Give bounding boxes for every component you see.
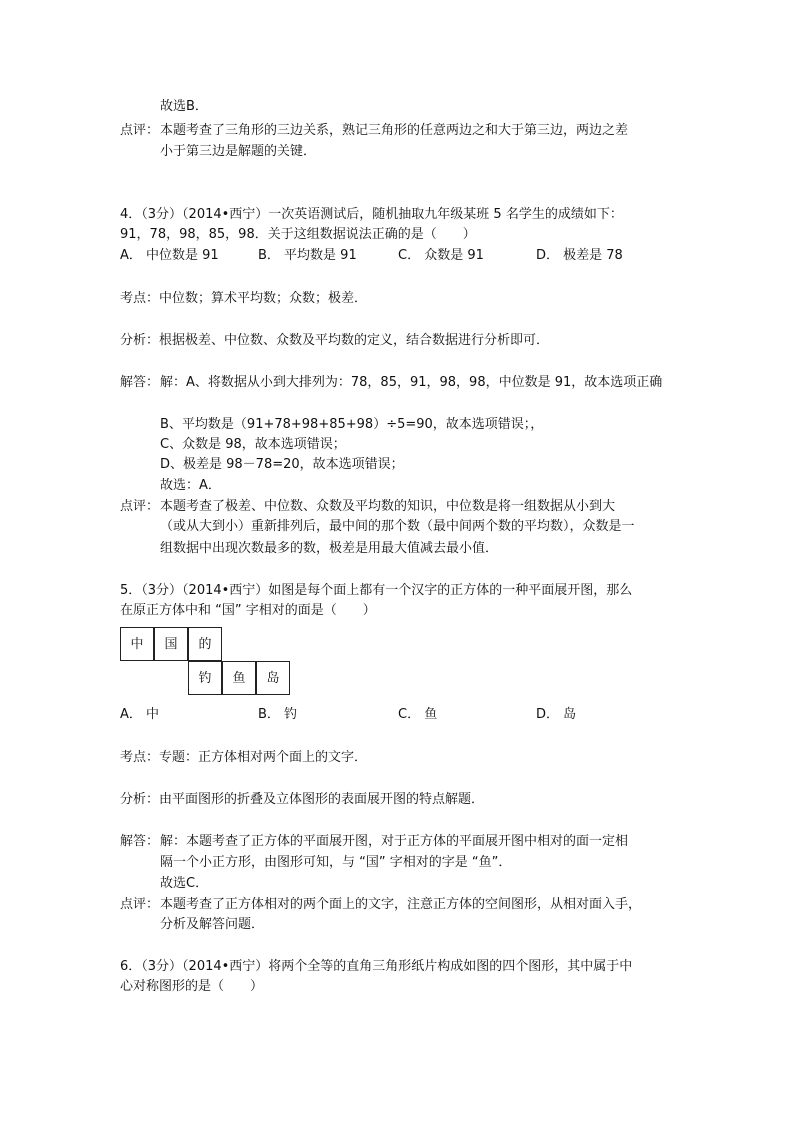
q4-comment-line2: （或从大到小）重新排列后，最中间的那个数（最中间两个数的平均数），众数是一 (160, 519, 635, 534)
net-cell-dao: 岛 (256, 661, 290, 695)
q5-stem-line1: 5．（3分）（2014•西宁）如图是每个面上都有一个汉字的正方体的一种平面展开图，那么 (120, 583, 633, 598)
q5-kaodian: 考点：专题：正方体相对两个面上的文字． (120, 750, 368, 765)
q4-jieda-line4: D、极差是 98－78=20，故本选项错误； (160, 457, 404, 472)
q4-jieda-line5: 故选：A． (160, 478, 221, 493)
net-cell-zhong: 中 (120, 627, 154, 661)
q5-option-d: D． 岛 (536, 707, 577, 722)
q4-comment-label: 点评： (120, 499, 160, 514)
q5-jieda-line3: 故选C． (160, 876, 209, 891)
q6-stem-line2: 心对称图形的是（ ） (120, 979, 264, 994)
q4-comment-line1: 本题考查了极差、中位数、众数及平均数的知识，中位数是将一组数据从小到大 (160, 499, 616, 514)
q5-comment-line1: 本题考查了正方体相对的两个面上的文字，注意正方体的空间图形，从相对面入手， (160, 897, 642, 912)
q4-option-c: C． 众数是 91 (398, 248, 484, 263)
net-cell-diao: 钓 (188, 661, 222, 695)
q5-fenxi: 分析：由平面图形的折叠及立体图形的表面展开图的特点解题． (120, 792, 485, 807)
q4-jieda-line2: B、平均数是（91+78+98+85+98）÷5=90，故本选项错误；， (160, 417, 544, 432)
q5-comment-label: 点评： (120, 897, 160, 912)
q5-option-a: A． 中 (120, 707, 160, 722)
net-cell-de: 的 (188, 627, 222, 661)
q4-option-a: A． 中位数是 91 (120, 248, 219, 263)
q3-comment-label: 点评： (120, 123, 160, 138)
q5-jieda-line2: 隔一个小正方形，由图形可知，与 “国” 字相对的字是 “鱼”． (160, 855, 512, 870)
q3-comment-line2: 小于第三边是解题的关键． (160, 144, 317, 159)
q4-fenxi: 分析：根据极差、中位数、众数及平均数的定义，结合数据进行分析即可． (120, 333, 550, 348)
q3-comment-line1: 本题考查了三角形的三边关系，熟记三角形的任意两边之和大于第三边，两边之差 (160, 123, 629, 138)
q4-jieda-label: 解答： (120, 375, 160, 390)
q5-option-c: C． 鱼 (398, 707, 438, 722)
net-cell-guo: 国 (154, 627, 188, 661)
q4-jieda-line1: 解：A、将数据从小到大排列为：78，85，91，98，98，中位数是 91，故本选项正确 (160, 375, 663, 390)
q4-jieda-line3: C、众数是 98，故本选项错误； (160, 437, 346, 452)
q5-jieda-line1: 解：本题考查了正方体的平面展开图，对于正方体的平面展开图中相对的面一定相 (160, 834, 629, 849)
q5-jieda-label: 解答： (120, 834, 160, 849)
q4-stem-line2: 91，78，98，85，98．关于这组数据说法正确的是（ ） (120, 227, 476, 242)
q4-comment-line3: 组数据中出现次数最多的数，极差是用最大值减去最小值． (160, 541, 499, 556)
q4-option-d: D． 极差是 78 (536, 248, 623, 263)
q6-stem-line1: 6．（3分）（2014•西宁）将两个全等的直角三角形纸片构成如图的四个图形，其中属于中 (120, 959, 633, 974)
q5-stem-line2: 在原正方体中和 “国” 字相对的面是（ ） (120, 603, 376, 618)
q4-stem-line1: 4．（3分）（2014•西宁）一次英语测试后，随机抽取九年级某班 5 名学生的成绩如下： (120, 207, 623, 222)
q3-conclusion: 故选B． (160, 99, 208, 114)
q5-comment-line2: 分析及解答问题． (160, 917, 265, 932)
q4-kaodian: 考点：中位数；算术平均数；众数；极差． (120, 291, 368, 306)
q4-option-b: B． 平均数是 91 (258, 248, 357, 263)
q5-option-b: B． 钓 (258, 707, 298, 722)
net-cell-yu: 鱼 (222, 661, 256, 695)
